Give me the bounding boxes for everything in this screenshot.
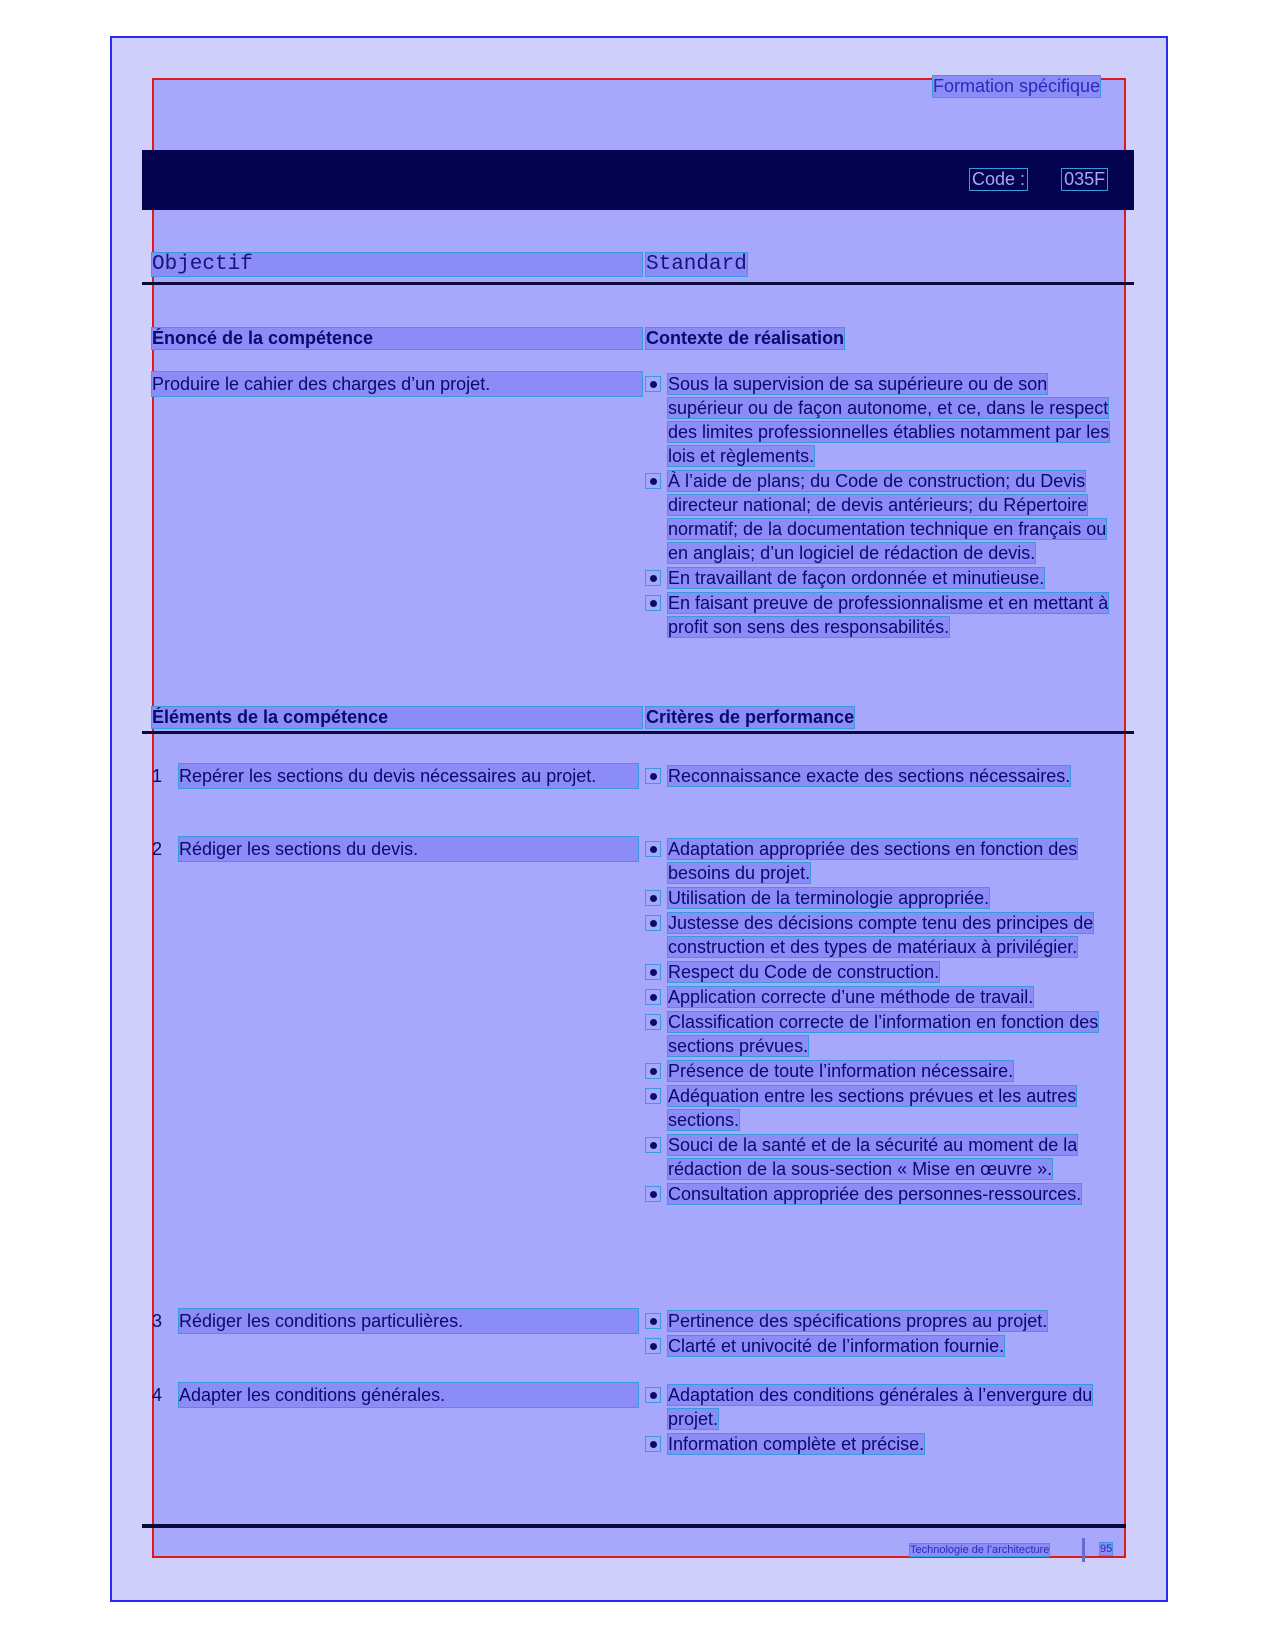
footer-program: Technologie de l’architecture — [910, 1544, 1050, 1556]
title-rule — [142, 282, 1134, 285]
code-value: 035F — [1064, 169, 1106, 189]
bullet-icon — [646, 571, 660, 585]
element-number: 1 — [152, 766, 163, 786]
page-number: 95 — [1100, 1543, 1113, 1555]
element-label: Repérer les sections du devis nécessaires au projet. — [179, 764, 638, 788]
bullet-text: Adéquation entre les sections prévues et les autres sections. — [668, 1086, 1077, 1130]
bullet-icon — [646, 842, 660, 856]
bullet-text: Pertinence des spécifications propres au projet. — [668, 1311, 1048, 1331]
bullet-item — [646, 1084, 1118, 1132]
bullet-icon — [646, 769, 660, 783]
competence-heading: Énoncé de la compétence — [152, 328, 642, 349]
bullet-icon — [646, 1187, 660, 1201]
footer-divider — [1082, 1538, 1085, 1562]
footer-rule — [142, 1524, 1126, 1528]
criteria-list — [646, 837, 1118, 1207]
bullet-text: Sous la supervision de sa supérieure ou de son supérieur ou de façon autonome, et ce, dans le respect des limites professionnelles établies notamment par les lois et règlements. — [668, 374, 1110, 466]
bullet-icon — [646, 377, 660, 391]
bullet-item — [646, 837, 1118, 885]
bullet-item — [646, 372, 1118, 468]
element-row — [152, 1309, 638, 1333]
bullet-icon — [646, 1339, 660, 1353]
bullet-text: Consultation appropriée des personnes-ressources. — [668, 1184, 1082, 1204]
bullet-icon — [646, 596, 660, 610]
bullet-text: Présence de toute l’information nécessaire. — [668, 1061, 1014, 1081]
element-number: 2 — [152, 839, 163, 859]
element-row — [152, 1383, 638, 1407]
element-row — [152, 764, 638, 788]
bullet-text: Utilisation de la terminologie appropriée. — [668, 888, 990, 908]
bullet-text: À l’aide de plans; du Code de construction; du Devis directeur national; de devis antérieurs; du Répertoire normatif; de la documentation technique en français ou en anglais; d’un logiciel de rédaction de devis. — [668, 471, 1107, 563]
bullet-icon — [646, 891, 660, 905]
bullet-text: Souci de la santé et de la sécurité au moment de la rédaction de la sous-section « Mise en œuvre ». — [668, 1135, 1078, 1179]
element-row — [152, 837, 638, 861]
bullet-icon — [646, 965, 660, 979]
bullet-icon — [646, 1015, 660, 1029]
standard-title: Standard — [646, 253, 747, 276]
objective-title: Objectif — [152, 253, 642, 276]
criteria-list — [646, 764, 1118, 789]
code-prefix: Code : — [972, 169, 1026, 189]
bullet-item — [646, 1334, 1118, 1358]
criteria-list — [646, 1309, 1118, 1359]
bullet-text: Classification correcte de l’information en fonction des sections prévues. — [668, 1012, 1099, 1056]
bullet-text: En travaillant de façon ordonnée et minutieuse. — [668, 568, 1045, 588]
bullet-icon — [646, 1064, 660, 1078]
elements-rule — [142, 731, 1134, 734]
bullet-item — [646, 886, 1118, 910]
elements-heading: Éléments de la compétence — [152, 707, 642, 728]
bullet-item — [646, 911, 1118, 959]
bullet-text: Reconnaissance exacte des sections nécessaires. — [668, 766, 1071, 786]
bullet-item — [646, 591, 1118, 639]
element-number: 4 — [152, 1385, 163, 1405]
competence-text: Produire le cahier des charges d’un projet. — [152, 372, 642, 396]
criteria-heading: Critères de performance — [646, 707, 855, 727]
bullet-item — [646, 1010, 1118, 1058]
bullet-item — [646, 985, 1118, 1009]
bullet-text: Adaptation des conditions générales à l’envergure du projet. — [668, 1385, 1093, 1429]
bullet-icon — [646, 1089, 660, 1103]
bullet-text: Information complète et précise. — [668, 1434, 925, 1454]
bullet-item — [646, 1432, 1118, 1456]
bullet-icon — [646, 1138, 660, 1152]
bullet-item — [646, 1059, 1118, 1083]
bullet-text: Justesse des décisions compte tenu des principes de construction et des types de matériaux à privilégier. — [668, 913, 1094, 957]
bullet-item — [646, 960, 1118, 984]
element-number: 3 — [152, 1311, 163, 1331]
bullet-text: Adaptation appropriée des sections en fonction des besoins du projet. — [668, 839, 1078, 883]
element-label: Adapter les conditions générales. — [179, 1383, 638, 1407]
bullet-item — [646, 566, 1118, 590]
bullet-icon — [646, 474, 660, 488]
bullet-text: Application correcte d’une méthode de travail. — [668, 987, 1034, 1007]
bullet-text: Respect du Code de construction. — [668, 962, 940, 982]
bullet-icon — [646, 1437, 660, 1451]
bullet-icon — [646, 916, 660, 930]
context-list — [646, 372, 1118, 640]
bullet-item — [646, 1383, 1118, 1431]
element-label: Rédiger les sections du devis. — [179, 837, 638, 861]
bullet-icon — [646, 1388, 660, 1402]
bullet-item — [646, 1309, 1118, 1333]
bullet-item — [646, 764, 1118, 788]
bullet-item — [646, 1182, 1118, 1206]
bullet-icon — [646, 990, 660, 1004]
bullet-item — [646, 1133, 1118, 1181]
criteria-list — [646, 1383, 1118, 1457]
context-heading: Contexte de réalisation — [646, 328, 845, 348]
bullet-icon — [646, 1314, 660, 1328]
element-label: Rédiger les conditions particulières. — [179, 1309, 638, 1333]
program-type: Formation spécifique — [933, 76, 1101, 96]
code-label — [970, 169, 1107, 190]
bullet-item — [646, 469, 1118, 565]
bullet-text: En faisant preuve de professionnalisme et en mettant à profit son sens des responsabilités. — [668, 593, 1109, 637]
bullet-text: Clarté et univocité de l’information fournie. — [668, 1336, 1005, 1356]
